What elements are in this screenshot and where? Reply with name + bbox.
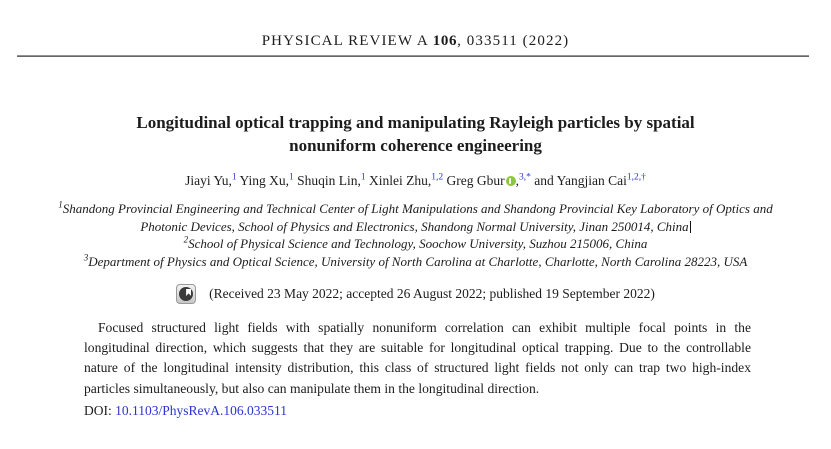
affiliation-text: Shandong Provincial Engineering and Technical Center of Light Manipulations and Shandong Provincial Key Laboratory of Optics and (62, 201, 773, 216)
author-name: Shuqin Lin, (293, 173, 361, 188)
doi-link[interactable]: 10.1103/PhysRevA.106.033511 (115, 403, 288, 418)
journal-volume: 106 (432, 33, 458, 49)
affiliation-list (0, 200, 831, 270)
title-line-2: nonuniform coherence engineering (289, 135, 542, 155)
author-name: Jiayi Yu, (185, 173, 232, 188)
crossmark-flag-glyph (186, 289, 191, 296)
crossmark-update-icon (179, 287, 193, 301)
affiliation-line (0, 235, 831, 253)
affiliation-line (0, 200, 831, 218)
journal-name: PHYSICAL REVIEW A (261, 33, 433, 49)
title-line-1: Longitudinal optical trapping and manipulating Rayleigh particles by spatial (136, 113, 695, 132)
abstract-paragraph: Focused structured light fields with spatially nonuniform correlation can exhibit multiple focal points in the longitudinal direction, which suggests that they are suitable for longitudinal optical trapping. Due to the controllable nature of the longitudinal intensity distribution, this class of structured light fields not only can trap two high-index particles simultaneously, but also can manipulate them in the longitudinal direction. (84, 320, 751, 396)
journal-issue: , 033511 (2022) (457, 33, 570, 49)
publication-dates-row (0, 284, 831, 304)
journal-header (0, 33, 831, 50)
affiliation-text: Photonic Devices, School of Physics and Electronics, Shandong Normal University, Jinan 250014, China (140, 218, 689, 234)
doi-line (84, 403, 287, 419)
affiliation-number: 1 (58, 199, 63, 210)
doi-label: DOI: (84, 403, 116, 418)
affiliation-text: School of Physical Science and Technology, Soochow University, Suzhou 215006, China (188, 236, 648, 252)
author-name: Xinlei Zhu, (365, 173, 432, 188)
author-affiliation-link[interactable]: 1 (360, 172, 366, 183)
author-list (0, 173, 831, 189)
page-title (0, 112, 831, 157)
affiliation-text: Department of Physics and Optical Science, University of North Carolina at Charlotte, Charlotte, North Carolina 28223, USA (88, 253, 748, 269)
author-affiliation-link[interactable]: 3,* (519, 172, 531, 183)
affiliation-number: 3 (83, 252, 89, 263)
orcid-id-icon[interactable] (506, 176, 516, 186)
text-cursor (690, 221, 691, 233)
author-name-comma: , (515, 173, 519, 188)
author-name: and Yangjian Cai (530, 173, 627, 188)
received-dates-text: (Received 23 May 2022; accepted 26 August 2022; published 19 September 2022) (209, 286, 655, 301)
header-divider (17, 55, 809, 57)
author-name: Greg Gbur (443, 173, 505, 188)
author-affiliation-link[interactable]: 1 (289, 172, 294, 183)
author-affiliation-link[interactable]: 1 (231, 172, 237, 183)
author-name: Ying Xu, (236, 173, 289, 188)
author-affiliation-link[interactable]: 1,2,† (626, 172, 646, 183)
affiliation-number: 2 (183, 234, 189, 245)
affiliation-line (0, 253, 831, 271)
author-affiliation-link[interactable]: 1,2 (431, 172, 444, 183)
affiliation-line (0, 218, 831, 236)
crossmark-update-button[interactable] (176, 284, 196, 304)
